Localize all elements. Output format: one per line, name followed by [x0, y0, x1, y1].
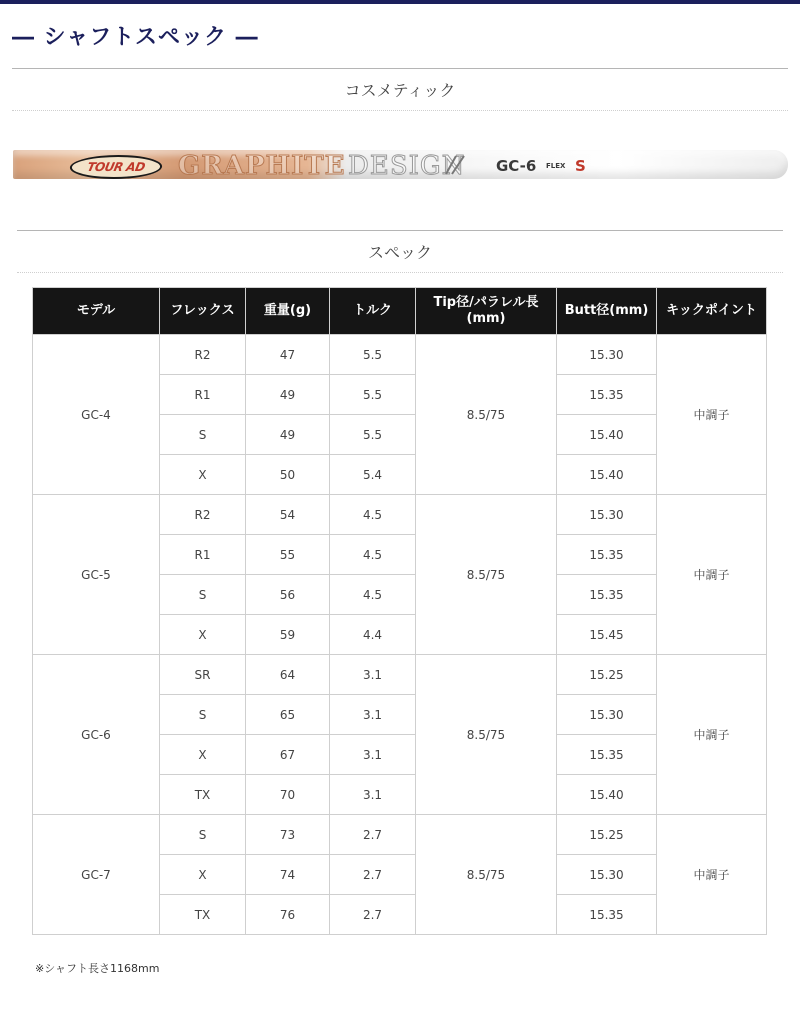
cosmetic-heading: コスメティック — [344, 81, 456, 100]
tip-cell: 8.5/75 — [416, 495, 557, 655]
weight-cell: 54 — [246, 495, 330, 535]
header-kickpoint: キックポイント — [657, 288, 767, 335]
torque-cell: 3.1 — [330, 775, 416, 815]
tip-cell: 8.5/75 — [416, 815, 557, 935]
butt-cell: 15.35 — [557, 375, 657, 415]
table-row — [33, 335, 767, 375]
torque-cell: 4.4 — [330, 615, 416, 655]
shaft-logo-mark-icon — [442, 154, 468, 176]
shaft-graphite-text: GRAPHITE — [178, 151, 346, 181]
spec-table — [32, 287, 767, 935]
header-tip-parallel: Tip径/パラレル長(mm) — [416, 288, 557, 335]
page-title: ― シャフトスペック ― — [12, 25, 259, 50]
butt-cell: 15.25 — [557, 655, 657, 695]
weight-cell: 74 — [246, 855, 330, 895]
top-accent-bar — [0, 0, 800, 4]
flex-cell: TX — [160, 895, 246, 935]
torque-cell: 3.1 — [330, 735, 416, 775]
flex-cell: X — [160, 615, 246, 655]
model-cell: GC-6 — [33, 655, 160, 815]
flex-cell: X — [160, 855, 246, 895]
butt-cell: 15.30 — [557, 495, 657, 535]
spec-divider-top — [17, 230, 783, 231]
butt-cell: 15.25 — [557, 815, 657, 855]
shaft-flex-label: FLEX — [546, 162, 566, 170]
torque-cell: 2.7 — [330, 815, 416, 855]
table-row — [33, 495, 767, 535]
cosmetic-divider-top — [12, 68, 788, 69]
flex-cell: R2 — [160, 335, 246, 375]
model-cell: GC-4 — [33, 335, 160, 495]
torque-cell: 4.5 — [330, 535, 416, 575]
header-torque: トルク — [330, 288, 416, 335]
torque-cell: 3.1 — [330, 695, 416, 735]
torque-cell: 5.4 — [330, 455, 416, 495]
weight-cell: 67 — [246, 735, 330, 775]
flex-cell: SR — [160, 655, 246, 695]
butt-cell: 15.45 — [557, 615, 657, 655]
butt-cell: 15.35 — [557, 735, 657, 775]
weight-cell: 55 — [246, 535, 330, 575]
table-row — [33, 655, 767, 695]
torque-cell: 5.5 — [330, 375, 416, 415]
butt-cell: 15.40 — [557, 775, 657, 815]
flex-cell: R1 — [160, 535, 246, 575]
flex-cell: TX — [160, 775, 246, 815]
spec-heading: スペック — [367, 243, 432, 262]
flex-cell: S — [160, 415, 246, 455]
weight-cell: 70 — [246, 775, 330, 815]
weight-cell: 56 — [246, 575, 330, 615]
butt-cell: 15.30 — [557, 335, 657, 375]
torque-cell: 2.7 — [330, 855, 416, 895]
flex-cell: S — [160, 695, 246, 735]
tip-cell: 8.5/75 — [416, 655, 557, 815]
spec-divider-bottom — [17, 272, 783, 273]
torque-cell: 4.5 — [330, 495, 416, 535]
flex-cell: X — [160, 455, 246, 495]
butt-cell: 15.30 — [557, 855, 657, 895]
kickpoint-cell: 中調子 — [657, 335, 767, 495]
flex-cell: S — [160, 575, 246, 615]
torque-cell: 5.5 — [330, 415, 416, 455]
header-weight: 重量(g) — [246, 288, 330, 335]
header-flex: フレックス — [160, 288, 246, 335]
table-row — [33, 815, 767, 855]
kickpoint-cell: 中調子 — [657, 815, 767, 935]
shaft-flex-value: S — [575, 157, 586, 175]
shaft-brand-logo: TOUR AD — [67, 155, 164, 179]
shaft-model-text: GC-6 — [496, 157, 537, 175]
weight-cell: 64 — [246, 655, 330, 695]
weight-cell: 49 — [246, 415, 330, 455]
weight-cell: 59 — [246, 615, 330, 655]
flex-cell: X — [160, 735, 246, 775]
header-model: モデル — [33, 288, 160, 335]
flex-cell: R1 — [160, 375, 246, 415]
weight-cell: 49 — [246, 375, 330, 415]
weight-cell: 65 — [246, 695, 330, 735]
torque-cell: 2.7 — [330, 895, 416, 935]
model-cell: GC-5 — [33, 495, 160, 655]
shaft-length-note: ※シャフト長さ1168mm — [35, 962, 160, 975]
cosmetic-divider-bottom — [12, 110, 788, 111]
butt-cell: 15.35 — [557, 575, 657, 615]
shaft-design-text: DESIGN — [348, 151, 466, 181]
kickpoint-cell: 中調子 — [657, 655, 767, 815]
kickpoint-cell: 中調子 — [657, 495, 767, 655]
torque-cell: 5.5 — [330, 335, 416, 375]
butt-cell: 15.35 — [557, 535, 657, 575]
butt-cell: 15.40 — [557, 415, 657, 455]
weight-cell: 76 — [246, 895, 330, 935]
flex-cell: S — [160, 815, 246, 855]
weight-cell: 73 — [246, 815, 330, 855]
weight-cell: 47 — [246, 335, 330, 375]
model-cell: GC-7 — [33, 815, 160, 935]
torque-cell: 4.5 — [330, 575, 416, 615]
torque-cell: 3.1 — [330, 655, 416, 695]
butt-cell: 15.35 — [557, 895, 657, 935]
butt-cell: 15.40 — [557, 455, 657, 495]
butt-cell: 15.30 — [557, 695, 657, 735]
tip-cell: 8.5/75 — [416, 335, 557, 495]
header-butt: Butt径(mm) — [557, 288, 657, 335]
weight-cell: 50 — [246, 455, 330, 495]
spec-header-row — [33, 288, 767, 335]
flex-cell: R2 — [160, 495, 246, 535]
